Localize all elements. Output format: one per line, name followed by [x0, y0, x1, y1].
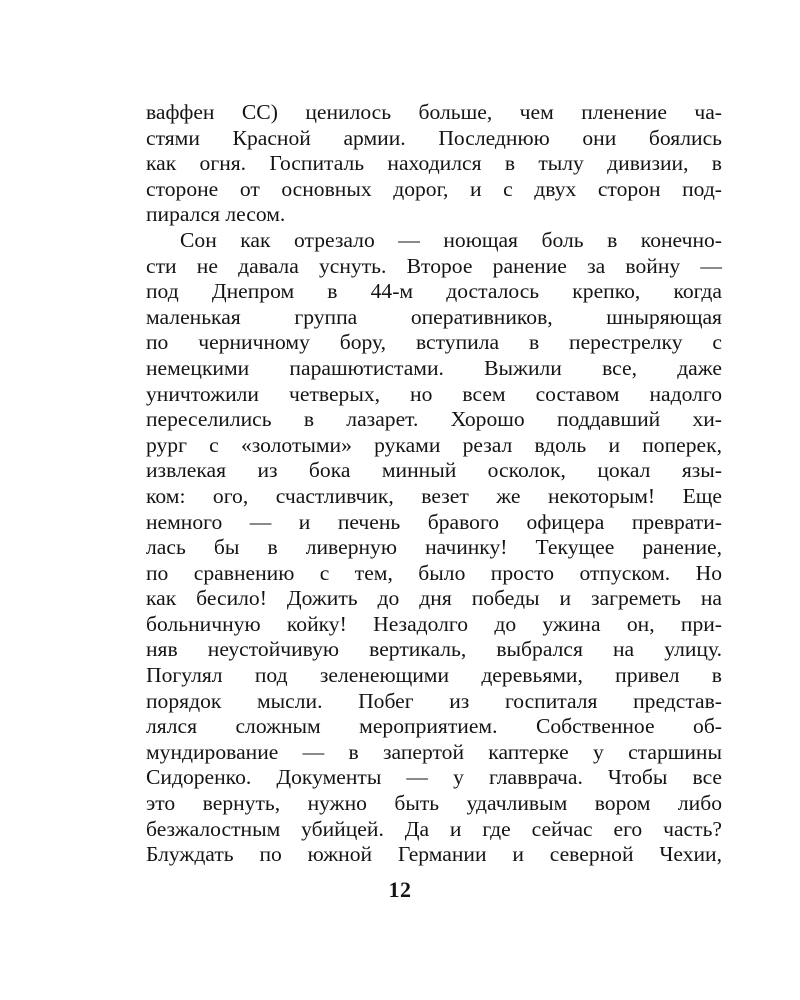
text-line: ваффен СС) ценилось больше, чем пленение ча-: [146, 100, 722, 124]
text-line: уничтожили четверых, но всем составом надолго: [146, 381, 722, 406]
text-line: сти не давала уснуть. Второе ранение за войну —: [146, 253, 722, 278]
text-line: Погулял под зеленеющими деревьями, привел в: [146, 663, 722, 688]
text-line: больничную койку! Незадолго до ужина он, при-: [146, 611, 722, 636]
text-line: Блуждать по южной Германии и северной Чехии,: [146, 842, 722, 867]
text-line: по сравнению с тем, было просто отпуском. Но: [146, 560, 722, 585]
text-line: ком: ого, счастливчик, везет же некоторым! Еще: [146, 483, 722, 508]
text-line: лялся сложным мероприятием. Собственное об-: [146, 714, 722, 739]
text-line: немного — и печень бравого офицера преврати-: [146, 509, 722, 534]
text-line: по черничному бору, вступила в перестрелку с: [146, 330, 722, 355]
paragraph-2: [146, 228, 722, 868]
paragraph-1: [146, 100, 722, 228]
text-line: извлекая из бока минный осколок, цокал язы-: [146, 458, 722, 483]
text-line: стями Красной армии. Последнюю они боялись: [146, 125, 722, 150]
text-line: Сидоренко. Документы — у главврача. Чтобы все: [146, 765, 722, 790]
text-line: как бесило! Дожить до дня победы и загреметь на: [146, 586, 722, 611]
text-line: Сон как отрезало — ноющая боль в конечно-: [180, 227, 722, 252]
page-number: 12: [388, 877, 412, 902]
text-line: порядок мысли. Побег из госпиталя представ-: [146, 688, 722, 713]
text-line: под Днепром в 44-м досталось крепко, когда: [146, 279, 722, 304]
text-line: как огня. Госпиталь находился в тылу дивизии, в: [146, 151, 722, 176]
text-line: переселились в лазарет. Хорошо поддавший хи-: [146, 407, 722, 432]
text-line: рург с «золотыми» руками резал вдоль и поперек,: [146, 432, 722, 457]
text-line: маленькая группа оперативников, шныряющая: [146, 304, 722, 329]
body-text: [146, 100, 722, 868]
text-line: няв неустойчивую вертикаль, выбрался на улицу.: [146, 637, 722, 662]
text-line: лась бы в ливерную начинку! Текущее ранение,: [146, 535, 722, 560]
text-line: немецкими парашютистами. Выжили все, даже: [146, 355, 722, 380]
text-line: пирался лесом.: [146, 202, 286, 227]
text-line: это вернуть, нужно быть удачливым вором либо: [146, 791, 722, 816]
text-line: стороне от основных дорог, и с двух сторон под-: [146, 176, 722, 201]
text-line: мундирование — в запертой каптерке у старшины: [146, 739, 722, 764]
text-line: безжалостным убийцей. Да и где сейчас его часть?: [146, 816, 722, 841]
